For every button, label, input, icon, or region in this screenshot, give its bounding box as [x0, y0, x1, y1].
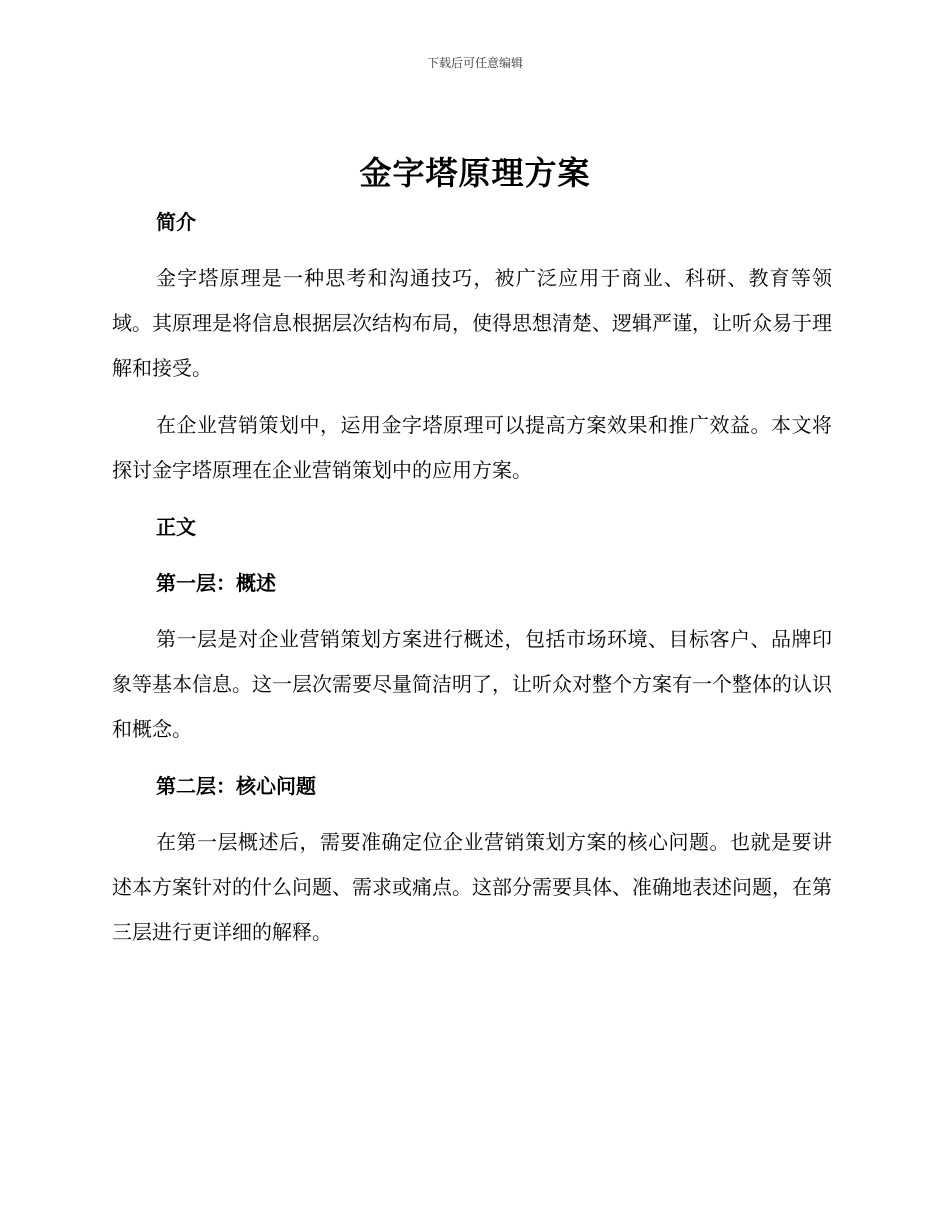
intro-paragraph-2: 在企业营销策划中，运用金字塔原理可以提高方案效果和推广效益。本文将探讨金字塔原理在企业营销策划中的应用方案。	[112, 413, 832, 482]
intro-paragraph-1: 金字塔原理是一种思考和沟通技巧，被广泛应用于商业、科研、教育等领域。其原理是将信息根据层次结构布局，使得思想清楚、逻辑严谨，让听众易于理解和接受。	[112, 266, 832, 380]
document-body	[112, 200, 832, 955]
section-heading-layer2: 第二层：核心问题	[156, 774, 316, 798]
section-heading-intro: 简介	[156, 210, 196, 234]
layer1-paragraph: 第一层是对企业营销策划方案进行概述，包括市场环境、目标客户、品牌印象等基本信息。这一层次需要尽量简洁明了，让听众对整个方案有一个整体的认识和概念。	[112, 627, 832, 741]
section-heading-body: 正文	[156, 515, 196, 539]
layer2-paragraph: 在第一层概述后，需要准确定位企业营销策划方案的核心问题。也就是要讲述本方案针对的什么问题、需求或痛点。这部分需要具体、准确地表述问题，在第三层进行更详细的解释。	[112, 830, 832, 944]
page-title: 金字塔原理方案	[359, 154, 591, 192]
header-note: 下载后可任意编辑	[426, 56, 523, 70]
section-heading-layer1: 第一层：概述	[156, 571, 276, 595]
